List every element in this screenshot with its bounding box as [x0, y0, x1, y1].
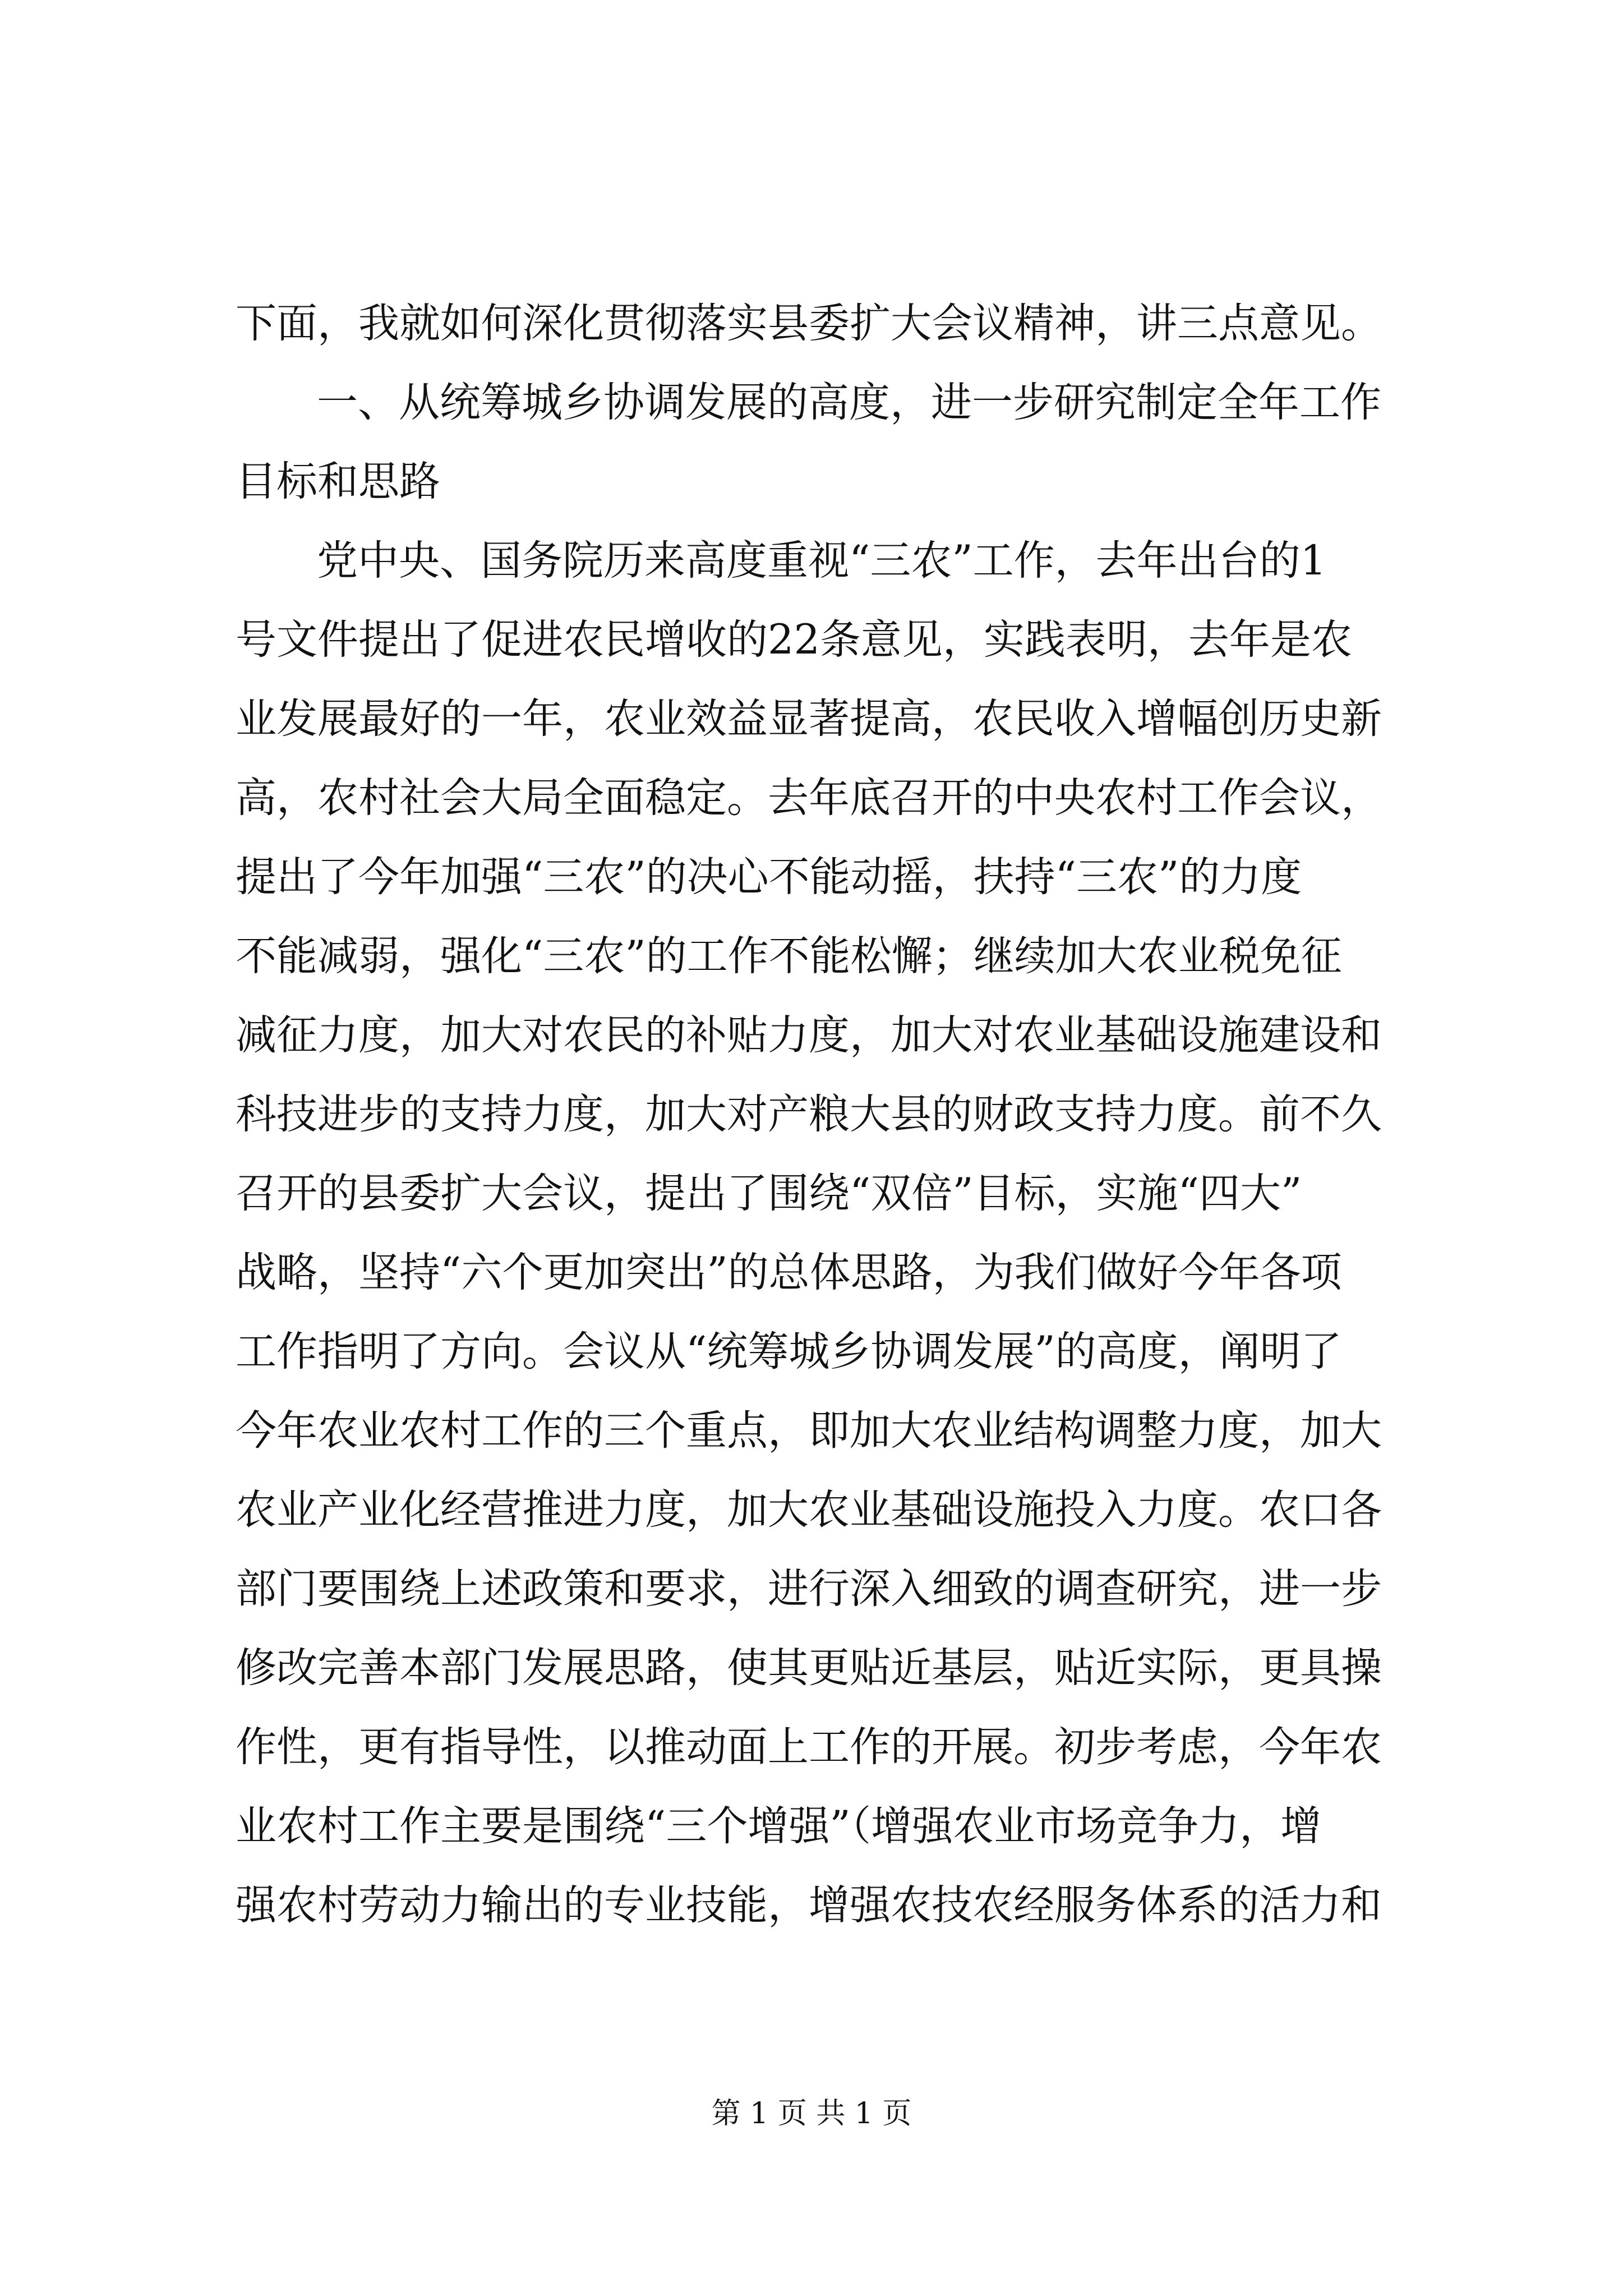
text-line: 战略，坚持“六个更加突出”的总体思路，为我们做好今年各项 [236, 1249, 1342, 1296]
text-line: 号文件提出了促进农民增收的22条意见，实践表明，去年是农 [236, 616, 1352, 664]
text-line: 下面，我就如何深化贯彻落实县委扩大会议精神，讲三点意见。 [236, 300, 1382, 347]
text-line: 作性，更有指导性，以推动面上工作的开展。初步考虑，今年农 [236, 1723, 1382, 1771]
text-line: 科技进步的支持力度，加大对产粮大县的财政支持力度。前不久 [236, 1091, 1382, 1138]
text-line: 修改完善本部门发展思路，使其更贴近基层，贴近实际，更具操 [236, 1644, 1382, 1692]
text-line: 部门要围绕上述政策和要求，进行深入细致的调查研究，进一步 [236, 1565, 1382, 1613]
section-heading-line: 目标和思路 [236, 458, 440, 505]
text-line: 高，农村社会大局全面稳定。去年底召开的中央农村工作会议， [236, 774, 1382, 822]
text-line: 工作指明了方向。会议从“统筹城乡协调发展”的高度，阐明了 [236, 1328, 1342, 1375]
text-line: 业发展最好的一年，农业效益显著提高，农民收入增幅创历史新 [236, 695, 1382, 743]
text-line: 召开的县委扩大会议，提出了围绕“双倍”目标，实施“四大” [236, 1170, 1302, 1217]
text-line: 今年农业农村工作的三个重点，即加大农业结构调整力度，加大 [236, 1407, 1382, 1455]
text-line: 减征力度，加大对农民的补贴力度，加大对农业基础设施建设和 [236, 1011, 1382, 1059]
text-line: 党中央、国务院历来高度重视“三农”工作，去年出台的1 [317, 537, 1327, 585]
page-number-footer: 第 1 页 共 1 页 [711, 2097, 912, 2131]
text-line: 强农村劳动力输出的专业技能，增强农技农经服务体系的活力和 [236, 1881, 1382, 1929]
text-line: 不能减弱，强化“三农”的工作不能松懈；继续加大农业税免征 [236, 932, 1342, 980]
text-line: 农业产业化经营推进力度，加大农业基础设施投入力度。农口各 [236, 1486, 1382, 1534]
text-line: 提出了今年加强“三农”的决心不能动摇，扶持“三农”的力度 [236, 853, 1302, 901]
section-heading-line: 一、从统筹城乡协调发展的高度，进一步研究制定全年工作 [317, 379, 1381, 426]
text-line: 业农村工作主要是围绕“三个增强”（增强农业市场竞争力，增 [236, 1802, 1322, 1850]
